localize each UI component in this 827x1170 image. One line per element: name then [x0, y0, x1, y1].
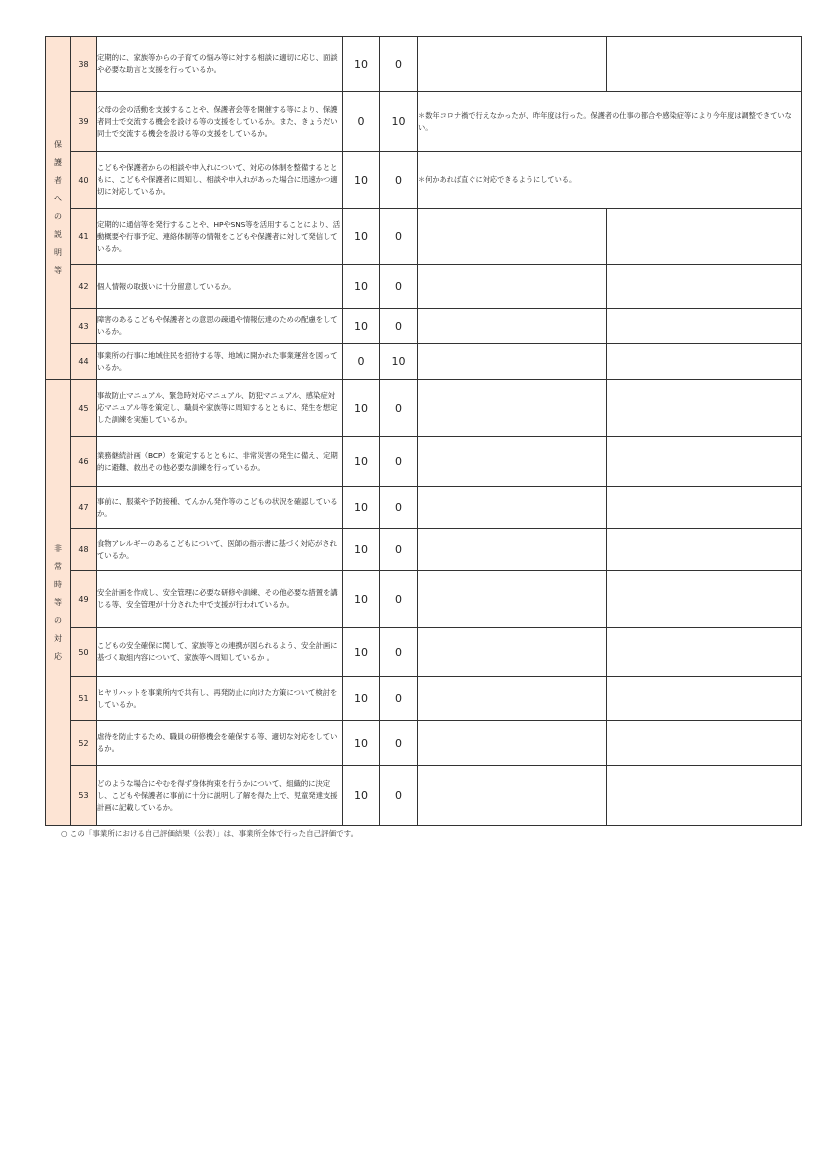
table-row	[46, 487, 802, 529]
comment-cell	[418, 37, 607, 92]
no-count: 0	[380, 487, 418, 529]
improvement-cell	[607, 209, 802, 265]
table-row	[46, 380, 802, 437]
no-count: 0	[380, 309, 418, 344]
improvement-cell	[607, 571, 802, 628]
row-number: 42	[71, 265, 97, 309]
table-row	[46, 437, 802, 487]
yes-count: 10	[343, 628, 380, 677]
comment-cell	[418, 209, 607, 265]
row-number: 41	[71, 209, 97, 265]
footnote: ○ この「事業所における自己評価結果（公表）」は、事業所全体で行った自己評価です。	[61, 829, 359, 838]
table-row	[46, 92, 802, 152]
improvement-cell	[607, 677, 802, 721]
yes-count: 10	[343, 677, 380, 721]
comment-cell: ＊何かあれば直ぐに対応できるようにしている。	[418, 152, 802, 209]
no-count: 0	[380, 380, 418, 437]
question-text: 業務継続計画（BCP）を策定するとともに、非常災害の発生に備え、定期的に避難、救出その他必要な訓練を行っているか。	[97, 437, 343, 487]
question-text: 障害のあるこどもや保護者との意思の疎通や情報伝達のための配慮をしているか。	[97, 309, 343, 344]
comment-cell	[418, 628, 607, 677]
no-count: 10	[380, 344, 418, 380]
question-text: こどもや保護者からの相談や申入れについて、対応の体制を整備するとともに、こどもや保護者に周知し、相談や申入れがあった場合に迅速かつ適切に対応しているか。	[97, 152, 343, 209]
no-count: 0	[380, 437, 418, 487]
row-number: 44	[71, 344, 97, 380]
yes-count: 10	[343, 766, 380, 826]
improvement-cell	[607, 309, 802, 344]
comment-cell	[418, 766, 607, 826]
question-text: 定期的に通信等を発行することや、HPやSNS等を活用することにより、活動概要や行事予定、連絡体制等の情報をこどもや保護者に対して発信しているか。	[97, 209, 343, 265]
yes-count: 0	[343, 92, 380, 152]
improvement-cell	[607, 487, 802, 529]
table-row	[46, 152, 802, 209]
comment-cell	[418, 344, 607, 380]
table-row	[46, 344, 802, 380]
no-count: 0	[380, 628, 418, 677]
no-count: 0	[380, 571, 418, 628]
row-number: 43	[71, 309, 97, 344]
question-text: こどもの安全確保に関して、家族等との連携が図られるよう、安全計画に基づく取組内容について、家族等へ周知しているか 。	[97, 628, 343, 677]
yes-count: 10	[343, 380, 380, 437]
improvement-cell	[607, 529, 802, 571]
yes-count: 10	[343, 152, 380, 209]
improvement-cell	[607, 721, 802, 766]
comment-cell	[418, 571, 607, 628]
table-row	[46, 766, 802, 826]
question-text: 事業所の行事に地域住民を招待する等、地域に開かれた事業運営を図っているか。	[97, 344, 343, 380]
improvement-cell	[607, 628, 802, 677]
improvement-cell	[607, 766, 802, 826]
question-text: 虐待を防止するため、職員の研修機会を確保する等、適切な対応をしているか。	[97, 721, 343, 766]
improvement-cell	[607, 37, 802, 92]
no-count: 0	[380, 721, 418, 766]
table-row	[46, 571, 802, 628]
comment-cell	[418, 265, 607, 309]
no-count: 0	[380, 529, 418, 571]
question-text: 個人情報の取扱いに十分留意しているか。	[97, 265, 343, 309]
improvement-cell	[607, 265, 802, 309]
section-label: 非常時等の対応	[46, 380, 71, 826]
yes-count: 10	[343, 209, 380, 265]
question-text: 事故防止マニュアル、緊急時対応マニュアル、防犯マニュアル、感染症対応マニュアル等を策定し、職員や家族等に周知するとともに、発生を想定した訓練を実施しているか。	[97, 380, 343, 437]
section-label: 保護者への説明等	[46, 37, 71, 380]
improvement-cell	[607, 380, 802, 437]
row-number: 40	[71, 152, 97, 209]
table-row	[46, 677, 802, 721]
no-count: 0	[380, 677, 418, 721]
table-row	[46, 37, 802, 92]
yes-count: 10	[343, 571, 380, 628]
row-number: 48	[71, 529, 97, 571]
yes-count: 10	[343, 529, 380, 571]
comment-cell	[418, 380, 607, 437]
question-text: 定期的に、家族等からの子育ての悩み等に対する相談に適切に応じ、面談や必要な助言と支援を行っているか。	[97, 37, 343, 92]
question-text: 事前に、服薬や予防接種、てんかん発作等のこどもの状況を確認しているか。	[97, 487, 343, 529]
row-number: 39	[71, 92, 97, 152]
row-number: 52	[71, 721, 97, 766]
comment-cell	[418, 677, 607, 721]
comment-cell	[418, 721, 607, 766]
question-text: 食物アレルギーのあるこどもについて、医師の指示書に基づく対応がされているか。	[97, 529, 343, 571]
comment-cell	[418, 309, 607, 344]
row-number: 51	[71, 677, 97, 721]
comment-cell: ＊数年コロナ禍で行えなかったが、昨年度は行った。保護者の仕事の都合や感染症等により今年度は調整できていない。	[418, 92, 802, 152]
row-number: 47	[71, 487, 97, 529]
no-count: 0	[380, 37, 418, 92]
comment-cell	[418, 437, 607, 487]
yes-count: 10	[343, 265, 380, 309]
question-text: ヒヤリハットを事業所内で共有し、再発防止に向けた方策について検討をしているか。	[97, 677, 343, 721]
yes-count: 10	[343, 721, 380, 766]
row-number: 45	[71, 380, 97, 437]
row-number: 53	[71, 766, 97, 826]
comment-cell	[418, 529, 607, 571]
no-count: 10	[380, 92, 418, 152]
row-number: 50	[71, 628, 97, 677]
comment-cell	[418, 487, 607, 529]
yes-count: 10	[343, 309, 380, 344]
no-count: 0	[380, 209, 418, 265]
yes-count: 0	[343, 344, 380, 380]
yes-count: 10	[343, 487, 380, 529]
yes-count: 10	[343, 437, 380, 487]
row-number: 38	[71, 37, 97, 92]
row-number: 46	[71, 437, 97, 487]
question-text: 安全計画を作成し、安全管理に必要な研修や訓練、その他必要な措置を講じる等、安全管理が十分された中で支援が行われているか。	[97, 571, 343, 628]
no-count: 0	[380, 152, 418, 209]
row-number: 49	[71, 571, 97, 628]
question-text: どのような場合にやむを得ず身体拘束を行うかについて、組織的に決定し、こどもや保護者に事前に十分に説明し了解を得た上で、児童発達支援計画に記載しているか。	[97, 766, 343, 826]
question-text: 父母の会の活動を支援することや、保護者会等を開催する等により、保護者同士で交流する機会を設ける等の支援をしているか。また、きょうだい同士で交流する機会を設ける等の支援をしているか。	[97, 92, 343, 152]
table-row	[46, 309, 802, 344]
improvement-cell	[607, 437, 802, 487]
yes-count: 10	[343, 37, 380, 92]
table-row	[46, 209, 802, 265]
no-count: 0	[380, 766, 418, 826]
self-evaluation-table	[45, 36, 802, 826]
table-row	[46, 721, 802, 766]
table-row	[46, 529, 802, 571]
no-count: 0	[380, 265, 418, 309]
improvement-cell	[607, 344, 802, 380]
table-row	[46, 628, 802, 677]
table-row	[46, 265, 802, 309]
